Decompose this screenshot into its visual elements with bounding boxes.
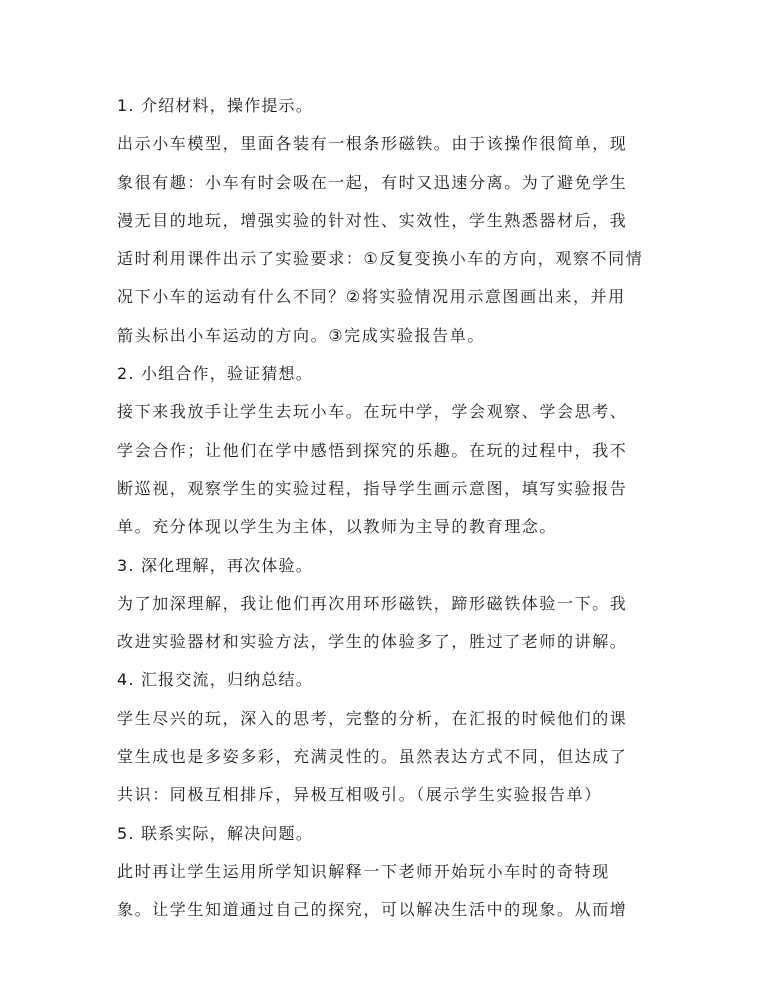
paragraph-line: 适时利用课件出示了实验要求：①反复变换小车的方向，观察不同情 — [117, 249, 644, 269]
paragraph-line: 断巡视，观察学生的实验过程，指导学生画示意图，填写实验报告 — [117, 478, 628, 498]
paragraph-line: 出示小车模型，里面各装有一根条形磁铁。由于该操作很简单，现 — [117, 134, 628, 154]
paragraph-line: 单。充分体现以学生为主体，以教师为主导的教育理念。 — [117, 517, 558, 537]
paragraph-line: 箭头标出小车运动的方向。③完成实验报告单。 — [117, 325, 485, 345]
section-heading-4: 4. 汇报交流，归纳总结。 — [117, 670, 313, 690]
section-heading-3: 3. 深化理解，再次体验。 — [117, 555, 313, 575]
paragraph-line: 学生尽兴的玩，深入的思考，完整的分析，在汇报的时候他们的课 — [117, 708, 628, 728]
section-heading-5: 5. 联系实际，解决问题。 — [117, 823, 313, 843]
document-page — [117, 91, 657, 934]
paragraph-line: 漫无目的地玩，增强实验的针对性、实效性，学生熟悉器材后，我 — [117, 210, 628, 230]
paragraph-line: 改进实验器材和实验方法，学生的体验多了，胜过了老师的讲解。 — [117, 632, 628, 652]
paragraph-line: 为了加深理解，我让他们再次用环形磁铁，蹄形磁铁体验一下。我 — [117, 593, 628, 613]
paragraph-line: 况下小车的运动有什么不同？②将实验情况用示意图画出来，并用 — [117, 287, 626, 307]
section-heading-1: 1. 介绍材料，操作提示。 — [117, 96, 313, 115]
paragraph-line: 堂生成也是多姿多彩，充满灵性的。虽然表达方式不同，但达成了 — [117, 747, 628, 767]
paragraph-line: 共识：同极互相排斥，异极互相吸引。（展示学生实验报告单） — [117, 785, 602, 805]
section-heading-2: 2. 小组合作，验证猜想。 — [117, 364, 313, 384]
paragraph-line: 接下来我放手让学生去玩小车。在玩中学，学会观察、学会思考、 — [117, 402, 628, 422]
paragraph-line: 此时再让学生运用所学知识解释一下老师开始玩小车时的奇特现 — [117, 861, 610, 881]
paragraph-line: 象很有趣：小车有时会吸在一起，有时又迅速分离。为了避免学生 — [117, 172, 628, 192]
paragraph-line: 象。让学生知道通过自己的探究，可以解决生活中的现象。从而增 — [117, 900, 628, 920]
paragraph-line: 学会合作；让他们在学中感悟到探究的乐趣。在玩的过程中，我不 — [117, 440, 628, 460]
